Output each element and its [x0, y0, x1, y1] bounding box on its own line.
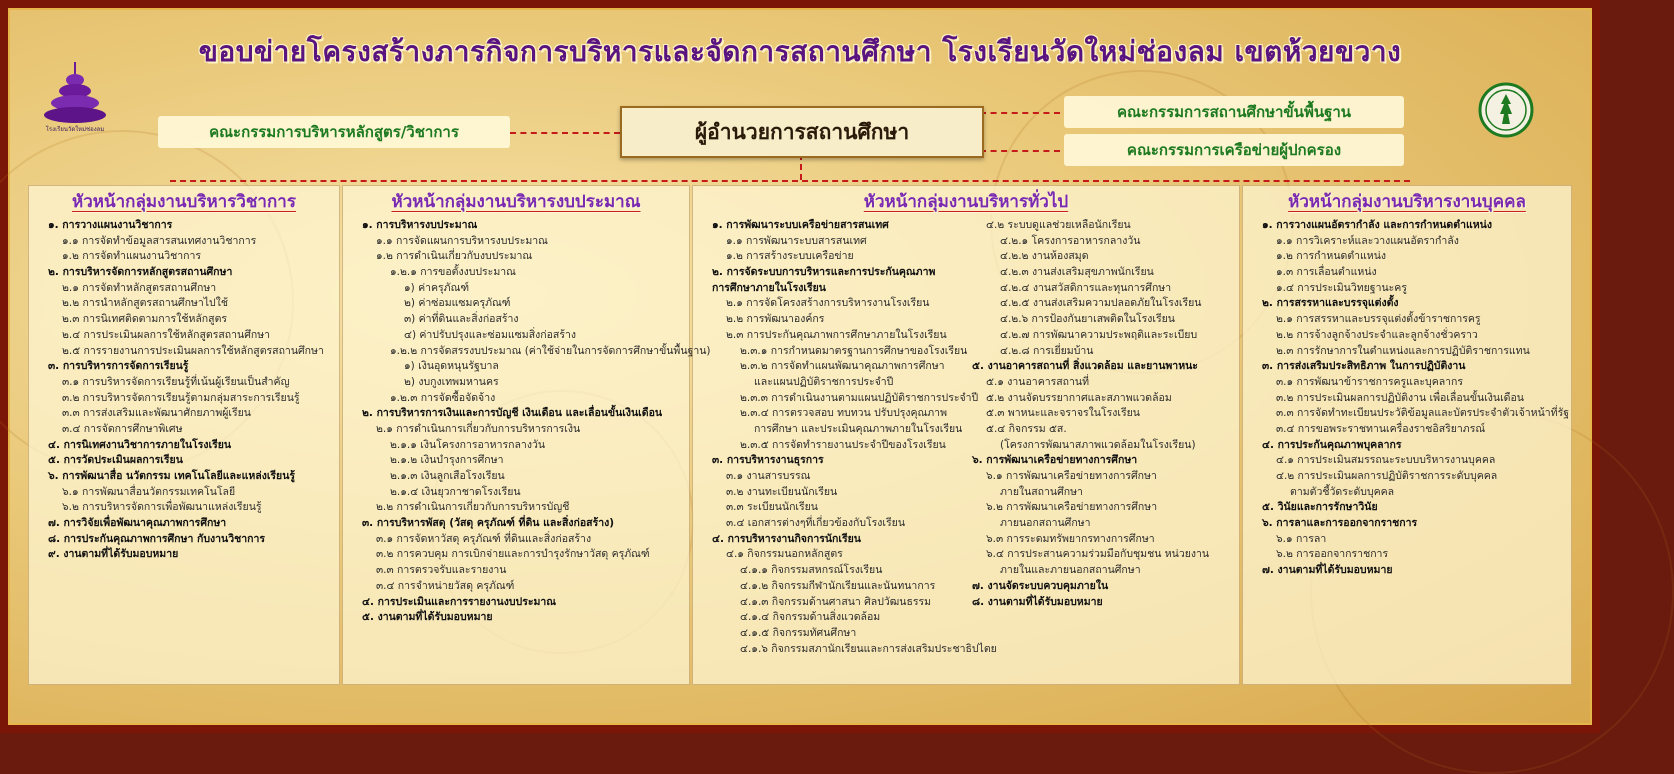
list-heading-item: ๔. การนิเทศงานวิชาการภายในโรงเรียน	[48, 438, 232, 451]
list-item: ๔.๒.๖ การป้องกันยาเสพติดในโรงเรียน	[1000, 313, 1175, 326]
bma-seal	[1478, 82, 1534, 138]
list-heading-item: ๓. การส่งเสริมประสิทธิภาพ ในการปฏิบัติงาน	[1262, 360, 1466, 373]
list-item: ๑.๒.๓ การจัดซื้อจัดจ้าง	[390, 391, 496, 404]
list-item: ๒.๑ การจัดทำหลักสูตรสถานศึกษา	[62, 281, 217, 294]
connector-left	[510, 132, 620, 134]
committee-curriculum: คณะกรรมการบริหารหลักสูตร/วิชาการ	[158, 116, 510, 148]
list-item: ๓.๒ งานทะเบียนนักเรียน	[726, 485, 838, 498]
list-item: ๓) ค่าที่ดินและสิ่งก่อสร้าง	[404, 313, 519, 326]
list-item: ๒.๑ การจัดโครงสร้างการบริหารงานโรงเรียน	[726, 297, 930, 310]
list-item: ภายนอกสถานศึกษา	[1000, 517, 1091, 530]
list-heading-item: ๔. การประกันคุณภาพบุคลากร	[1262, 438, 1402, 451]
list-item: ๔.๒.๓ งานส่งเสริมสุขภาพนักเรียน	[1000, 266, 1154, 279]
list-heading-item: ๙. งานตามที่ได้รับมอบหมาย	[48, 548, 179, 561]
list-heading-item: ๘. งานตามที่ได้รับมอบหมาย	[972, 595, 1103, 608]
list-item: ๓.๓ การตรวจรับและรายงาน	[376, 564, 507, 577]
list-heading-item: ๑. การวางแผนอัตรากำลัง และการกำหนดตำแหน่ง	[1262, 219, 1492, 231]
list-item: ๒.๓.๕ การจัดทำรายงานประจำปีของโรงเรียน	[740, 438, 946, 451]
list-heading-item: ๒. การจัดระบบการบริหารและการประกันคุณภาพ	[712, 266, 936, 279]
connector-horizontal-bus	[170, 180, 1410, 182]
list-item: ๖.๒ การออกจากราชการ	[1276, 548, 1389, 561]
list-heading-item: การศึกษาภายในโรงเรียน	[712, 281, 826, 294]
list-heading-item: ๖. การลาและการออกจากราชการ	[1262, 517, 1418, 530]
list-item: ๔.๒ ระบบดูแลช่วยเหลือนักเรียน	[986, 219, 1131, 231]
list-heading-item: ๕. งานอาคารสถานที่ สิ่งแวดล้อม และยานพาหนะ	[972, 360, 1198, 373]
list-item: ๒.๑.๓ เงินลูกเสือโรงเรียน	[390, 470, 505, 482]
list-item: ๔.๑.๔ กิจกรรมด้านสิ่งแวดล้อม	[740, 611, 881, 624]
list-item: ภายในและภายนอกสถานศึกษา	[1000, 564, 1141, 577]
list-heading-item: ๕. การวัดประเมินผลการเรียน	[48, 454, 183, 467]
heading-academic: หัวหน้ากลุ่มงานบริหารวิชาการ	[72, 192, 296, 212]
list-item: ๑.๒ การจัดทำแผนงานวิชาการ	[62, 250, 202, 263]
list-item: ๕.๑ งานอาคารสถานที่	[986, 375, 1090, 388]
list-heading-item: ๔. การบริหารงานกิจการนักเรียน	[712, 532, 861, 545]
list-item: ๔.๒.๒ งานห้องสมุด	[1000, 250, 1089, 263]
list-item: ๓.๔ การจัดการศึกษาพิเศษ	[62, 422, 183, 435]
list-item: การศึกษา และประเมินคุณภาพภายในโรงเรียน	[754, 422, 963, 435]
list-item: ๒.๑.๑ เงินโครงการอาหารกลางวัน	[390, 438, 546, 451]
list-item: ๔.๒.๘ การเยี่ยมบ้าน	[1000, 344, 1094, 357]
list-item: ๔.๑.๒ กิจกรรมกีฬานักเรียนและนันทนาการ	[740, 579, 936, 592]
list-item: ๒.๓ การนิเทศติดตามการใช้หลักสูตร	[62, 313, 228, 326]
list-item: ๑.๒.๒ การจัดสรรงบประมาณ (ค่าใช้จ่ายในการจัดการศึกษาขั้นพื้นฐาน)	[390, 344, 711, 357]
list-item: ๓.๑ การพัฒนาข้าราชการครูและบุคลากร	[1276, 375, 1464, 388]
list-item: ๓.๔ เอกสารต่างๆที่เกี่ยวข้องกับโรงเรียน	[726, 517, 905, 530]
heading-budget: หัวหน้ากลุ่มงานบริหารงบประมาณ	[391, 192, 641, 212]
list-item: ๕.๒ งานจัดบรรยากาศและสภาพแวดล้อม	[986, 391, 1172, 404]
list-item: ๑.๓ การเลื่อนตำแหน่ง	[1276, 266, 1377, 279]
list-item: ๔.๒.๗ การพัฒนาความประพฤติและระเบียบ	[1000, 328, 1198, 341]
committee-basic-education: คณะกรรมการสถานศึกษาขั้นพื้นฐาน	[1064, 96, 1404, 128]
list-item: ๖.๑ การพัฒนาเครือข่ายทางการศึกษา	[986, 470, 1157, 482]
list-item: ๔.๑.๕ กิจกรรมทัศนศึกษา	[740, 626, 857, 639]
connector-right-bottom	[980, 150, 1060, 152]
list-item: ๕.๓ พาหนะและจราจรในโรงเรียน	[986, 407, 1140, 420]
list-item: ๖.๔ การประสานความร่วมมือกับชุมชน หน่วยงาน	[986, 548, 1210, 561]
list-item: ๑.๔ การประเมินวิทยฐานะครู	[1276, 281, 1407, 294]
list-item: ๑) ค่าครุภัณฑ์	[404, 281, 470, 294]
list-item: ๑.๒ การกำหนดตำแหน่ง	[1276, 250, 1387, 263]
page-title: ขอบข่ายโครงสร้างภารกิจการบริหารและจัดการสถานศึกษา โรงเรียนวัดใหม่ช่องลม เขตห้วยขวาง	[198, 35, 1402, 68]
list-heading-item: ๕. วินัยและการรักษาวินัย	[1262, 501, 1378, 514]
list-item: ๑.๑ การพัฒนาระบบสารสนเทศ	[726, 234, 867, 247]
heading-general: หัวหน้ากลุ่มงานบริหารทั่วไป	[863, 192, 1069, 212]
list-item: ๓.๑ การบริหารจัดการเรียนรู้ที่เน้นผู้เรียนเป็นสำคัญ	[62, 375, 290, 388]
list-item: ๒.๓.๓ การดำเนินงานตามแผนปฏิบัติราชการประจำปี	[740, 391, 979, 404]
list-budget	[348, 218, 711, 626]
list-item: ๖.๑ การพัฒนาสื่อนวัตกรรมเทคโนโลยี	[62, 485, 236, 498]
list-heading-item: ๘. การประกันคุณภาพการศึกษา กับงานวิชาการ	[48, 532, 266, 545]
list-item: และแผนปฏิบัติราชการประจำปี	[754, 375, 894, 388]
list-item: ๒.๔ การประเมินผลการใช้หลักสูตรสถานศึกษา	[62, 328, 271, 341]
list-heading-item: ๑. การวางแผนงานวิชาการ	[48, 219, 173, 231]
list-item: ๓.๒ การประเมินผลการปฏิบัติงาน เพื่อเลื่อนขั้นเงินเดือน	[1276, 391, 1524, 404]
list-item: ๔.๑ กิจกรรมนอกหลักสูตร	[726, 548, 843, 561]
list-item: ๔.๒ การประเมินผลการปฏิบัติราชการระดับบุคคล	[1276, 470, 1498, 482]
list-general-right	[972, 218, 1236, 610]
list-item: ๒.๑ การสรรหาและบรรจุแต่งตั้งข้าราชการครู	[1276, 313, 1481, 326]
list-heading-item: ๖. การพัฒนาเครือข่ายทางการศึกษา	[972, 454, 1138, 467]
list-heading-item: ๒. การสรรหาและบรรจุแต่งตั้ง	[1262, 297, 1399, 310]
list-item: ๔.๑ การประเมินสมรรถนะระบบบริหารงานบุคคล	[1276, 454, 1496, 467]
list-item: ๑.๒ การดำเนินเกี่ยวกับงบประมาณ	[376, 250, 533, 263]
list-item: ๒.๓.๒ การจัดทำแผนพัฒนาคุณภาพการศึกษา	[740, 360, 945, 373]
list-item: ๒.๑.๔ เงินยุวกาชาดโรงเรียน	[390, 485, 521, 498]
list-item: ๔.๒.๔ งานสวัสดิการและทุนการศึกษา	[1000, 281, 1172, 294]
list-item: ๓.๓ การส่งเสริมและพัฒนาศักยภาพผู้เรียน	[62, 407, 251, 420]
list-heading-item: ๒. การบริหารการเงินและการบัญชี เงินเดือน และเลื่อนขั้นเงินเดือน	[362, 407, 663, 420]
list-heading-item: ๓. การบริหารพัสดุ (วัสดุ ครุภัณฑ์ ที่ดิน และสิ่งก่อสร้าง)	[362, 517, 615, 530]
list-item: ๒.๕ การรายงานการประเมินผลการใช้หลักสูตรสถานศึกษา	[62, 344, 324, 357]
list-general-left	[698, 218, 997, 657]
list-item: ๑) เงินอุดหนุนรัฐบาล	[404, 360, 499, 373]
list-item: ๒.๓ การประกันคุณภาพการศึกษาภายในโรงเรียน	[726, 328, 947, 341]
list-item: ๒.๓.๔ การตรวจสอบ ทบทวน ปรับปรุงคุณภาพ	[740, 407, 948, 420]
list-heading-item: ๑. การพัฒนาระบบเครือข่ายสารสนเทศ	[712, 219, 889, 231]
list-heading-item: ๑. การบริหารงบประมาณ	[362, 219, 478, 231]
list-item: ๒.๑.๒ เงินบำรุงการศึกษา	[390, 454, 504, 467]
list-heading-item: ๓. การบริหารการจัดการเรียนรู้	[48, 360, 189, 373]
list-heading-item: ๖. การพัฒนาสื่อ นวัตกรรม เทคโนโลยีและแหล่งเรียนรู้	[48, 470, 296, 482]
list-item: ตามตัวชี้วัดระดับบุคคล	[1290, 485, 1395, 498]
list-heading-item: ๗. การวิจัยเพื่อพัฒนาคุณภาพการศึกษา	[48, 517, 227, 530]
list-item: ๓.๔ การจำหน่ายวัสดุ ครุภัณฑ์	[376, 579, 515, 592]
list-item: ๒.๒ การดำเนินการเกี่ยวกับการบริหารบัญชี	[376, 501, 570, 514]
director-box: ผู้อำนวยการสถานศึกษา	[620, 106, 984, 158]
list-item: ๒) งบกูงเทพมหานคร	[404, 375, 499, 388]
list-item: ๓.๔ การขอพระราชทานเครื่องราชอิสริยาภรณ์	[1276, 422, 1486, 435]
committee-parent-network: คณะกรรมการเครือข่ายผู้ปกครอง	[1064, 134, 1404, 166]
list-item: ๔.๑.๓ กิจกรรมด้านศาสนา ศิลปวัฒนธรรม	[740, 595, 932, 608]
list-item: ๖.๒ การพัฒนาเครือข่ายทางการศึกษา	[986, 501, 1158, 514]
list-item: ๔.๑.๑ กิจกรรมสหกรณ์โรงเรียน	[740, 564, 883, 577]
list-item: ๓.๒ การบริหารจัดการเรียนรู้ตามกลุ่มสาระการเรียนรู้	[62, 391, 300, 404]
list-item: ๒.๒ การนำหลักสูตรสถานศึกษาไปใช้	[62, 297, 228, 310]
list-item: ๖.๒ การบริหารจัดการเพื่อพัฒนาแหล่งเรียนรู้	[62, 501, 262, 514]
school-logo	[40, 60, 110, 134]
list-item: ๒) ค่าซ่อมแซมครุภัณฑ์	[404, 297, 511, 310]
list-academic	[34, 218, 334, 563]
heading-personnel: หัวหน้ากลุ่มงานบริหารงานบุคคล	[1288, 192, 1526, 212]
list-personnel	[1248, 218, 1568, 579]
list-heading-item: ๗. งานจัดระบบควบคุมภายใน	[972, 579, 1109, 592]
list-item: ๑.๑ การจัดแผนการบริหารงบประมาณ	[376, 234, 548, 247]
list-item: ๑.๑ การวิเคราะห์และวางแผนอัตรากำลัง	[1276, 234, 1459, 247]
list-item: ๑.๒.๑ การขอตั้งงบประมาณ	[390, 266, 516, 279]
list-item: ๖.๑ การลา	[1276, 532, 1327, 545]
list-item: ๒.๒ การจ้างลูกจ้างประจำและลูกจ้างชั่วคราว	[1276, 328, 1478, 341]
list-item: ภายในสถานศึกษา	[1000, 485, 1083, 498]
list-item: ๖.๓ การระดมทรัพยากรทางการศึกษา	[986, 532, 1155, 545]
list-item: ๓.๒ การควบคุม การเบิกจ่ายและการบำรุงรักษาวัสดุ ครุภัณฑ์	[376, 548, 650, 561]
list-item: ๓.๓ ระเบียนนักเรียน	[726, 501, 818, 514]
list-item: ๑.๑ การจัดทำข้อมูลสารสนเทศงานวิชาการ	[62, 234, 257, 247]
list-item: ๔.๒.๑ โครงการอาหารกลางวัน	[1000, 234, 1141, 247]
list-heading-item: ๔. การประเมินและการรายงานงบประมาณ	[362, 595, 557, 608]
list-item: ๒.๓.๑ การกำหนดมาตรฐานการศึกษาของโรงเรียน	[740, 344, 968, 357]
list-item: ๕.๔ กิจกรรม ๕ส.	[986, 422, 1067, 435]
list-item: ๒.๑ การดำเนินการเกี่ยวกับการบริหารการเงิน	[376, 422, 581, 435]
list-item: ๓.๓ การจัดทำทะเบียนประวัติข้อมูลและบัตรประจำตัวเจ้าหน้าที่รัฐ	[1276, 407, 1570, 420]
connector-right-top	[980, 112, 1060, 114]
list-item: ๒.๓ การรักษาการในตำแหน่งและการปฏิบัติราชการแทน	[1276, 344, 1530, 357]
list-item: ๒.๒ การพัฒนาองค์กร	[726, 313, 825, 326]
list-item: ๔) ค่าปรับปรุงและซ่อมแซมสิ่งก่อสร้าง	[404, 328, 576, 341]
list-item: ๔.๒.๕ งานส่งเสริมความปลอดภัยในโรงเรียน	[1000, 297, 1202, 310]
list-item: ๓.๑ งานสารบรรณ	[726, 470, 811, 482]
list-item: (โครงการพัฒนาสภาพแวดล้อมในโรงเรียน)	[1000, 438, 1196, 451]
list-heading-item: ๓. การบริหารงานธุรการ	[712, 454, 824, 467]
list-heading-item: ๗. งานตามที่ได้รับมอบหมาย	[1262, 564, 1393, 577]
logo-caption: โรงเรียนวัดใหม่ช่องลม	[45, 126, 105, 133]
list-heading-item: ๒. การบริหารจัดการหลักสูตรสถานศึกษา	[48, 266, 233, 279]
list-item: ๔.๑.๖ กิจกรรมสภานักเรียนและการส่งเสริมประชาธิปไตย	[740, 642, 997, 655]
list-heading-item: ๕. งานตามที่ได้รับมอบหมาย	[362, 611, 493, 624]
list-item: ๓.๑ การจัดหาวัสดุ ครุภัณฑ์ ที่ดินและสิ่งก่อสร้าง	[376, 532, 592, 545]
list-item: ๑.๒ การสร้างระบบเครือข่าย	[726, 250, 854, 263]
